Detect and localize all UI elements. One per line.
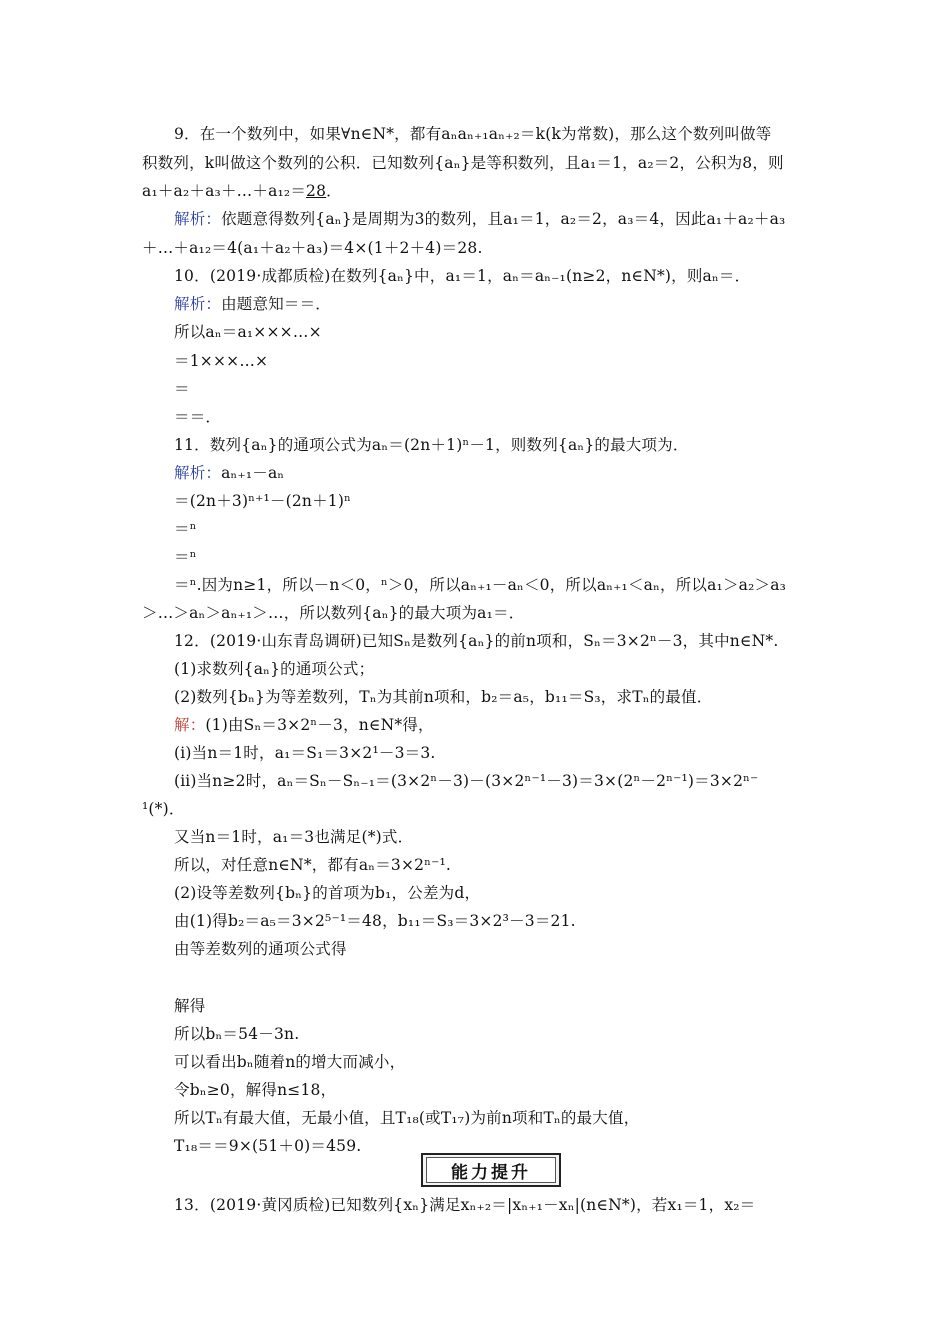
q12-solution-line-3: (ⅱ)当n≥2时，aₙ＝Sₙ－Sₙ₋₁＝(3×2ⁿ－3)－(3×2ⁿ⁻¹－3)＝3×(2ⁿ－2ⁿ⁻¹)＝3×2ⁿ⁻ [174, 772, 759, 790]
q10-solution-text: 由题意知＝＝． [221, 295, 332, 313]
q11-solution-text: aₙ₊₁－aₙ [221, 464, 285, 482]
q12-solution-line-11: 所以bₙ＝54－3n. [174, 1025, 300, 1043]
q12-solution-line-8: 由(1)得b₂＝a₅＝3×2⁵⁻¹＝48，b₁₁＝S₃＝3×2³－3＝21. [174, 912, 576, 930]
q12-solution-line-9: 由等差数列的通项公式得 [174, 940, 347, 958]
solution-label: 解析： [174, 210, 222, 228]
section-banner [421, 1153, 561, 1187]
q10-solution-line-5: ＝＝． [174, 408, 222, 426]
q13-line-1: 13．(2019·黄冈质检)已知数列{xₙ}满足xₙ₊₂＝|xₙ₊₁－xₙ|(n∈N*)，若x₁＝1，x₂＝ [174, 1196, 756, 1214]
q9-line-2: 积数列，k叫做这个数列的公积．已知数列{aₙ}是等积数列，且a₁＝1，a₂＝2，公积为8，则 [142, 154, 784, 172]
q9-answer: 28 [306, 182, 327, 200]
q11-solution-line-4: ＝ⁿ [174, 548, 197, 566]
q10-solution-line-2: 所以aₙ＝a₁×××…× [174, 323, 322, 341]
q11-solution-line-3: ＝ⁿ [174, 520, 197, 538]
q11-line-1: 11．数列{aₙ}的通项公式为aₙ＝(2n＋1)ⁿ－1，则数列{aₙ}的最大项为． [174, 436, 689, 454]
q12-solution-line-7: (2)设等差数列{bₙ}的首项为b₁，公差为d， [174, 884, 481, 902]
q12-solution-line-13: 令bₙ≥0，解得n≤18， [174, 1081, 337, 1099]
q12-solution-text: (1)由Sₙ＝3×2ⁿ－3，n∈N*得， [205, 716, 434, 734]
q12-line-1: 12．(2019·山东青岛调研)已知Sₙ是数列{aₙ}的前n项和，Sₙ＝3×2ⁿ－3，其中n∈N*. [174, 632, 779, 650]
q11-solution-line-6: ＞…＞aₙ＞aₙ₊₁＞…，所以数列{aₙ}的最大项为a₁＝． [142, 604, 525, 622]
q10-solution-line-4: ＝ [174, 380, 190, 398]
q9-line-3-end: ． [326, 182, 342, 200]
q9-solution-line-2: ＋…＋a₁₂＝4(a₁＋a₂＋a₃)＝4×(1＋2＋4)＝28. [142, 239, 483, 257]
answer-label: 解： [174, 716, 206, 734]
q12-solution-line-14: 所以Tₙ有最大值，无最小值，且T₁₈(或T₁₇)为前n项和Tₙ的最大值， [174, 1109, 640, 1127]
q10-solution-line-3: ＝1×××…× [174, 352, 269, 370]
q11-solution-line-2: ＝(2n＋3)ⁿ⁺¹－(2n＋1)ⁿ [174, 492, 352, 510]
q12-solution-line-4: ¹(*)． [142, 800, 185, 818]
q9-solution-text: 依题意得数列{aₙ}是周期为3的数列，且a₁＝1，a₂＝2，a₃＝4，因此a₁＋a₂＋a₃ [221, 210, 786, 228]
solution-label: 解析： [174, 464, 222, 482]
q12-part-2: (2)数列{bₙ}为等差数列，Tₙ为其前n项和，b₂＝a₅，b₁₁＝S₃，求Tₙ的最值． [174, 688, 713, 706]
q11-solution-line-1 [174, 463, 284, 483]
q10-solution-line-1 [174, 294, 331, 314]
q11-solution-line-5: ＝ⁿ.因为n≥1，所以－n＜0，ⁿ＞0，所以aₙ₊₁－aₙ＜0，所以aₙ₊₁＜aₙ，所以a₁＞a₂＞a₃ [174, 576, 787, 594]
q12-solution-line-6: 所以，对任意n∈N*，都有aₙ＝3×2ⁿ⁻¹. [174, 856, 452, 874]
q12-solution-line-10: 解得 [174, 997, 206, 1015]
q9-line-3-text: a₁＋a₂＋a₃＋…＋a₁₂＝ [142, 182, 307, 200]
section-banner-title: 能力提升 [426, 1157, 556, 1183]
q10-line-1: 10．(2019·成都质检)在数列{aₙ}中，a₁＝1，aₙ＝aₙ₋₁(n≥2，n∈N*)，则aₙ＝． [174, 267, 751, 285]
q12-solution-line-5: 又当n＝1时，a₁＝3也满足(*)式． [174, 828, 414, 846]
q12-solution-line-12: 可以看出bₙ随着n的增大而减小， [174, 1053, 406, 1071]
q9-line-3 [142, 181, 342, 201]
q9-line-1: 9．在一个数列中，如果∀n∈N*，都有aₙaₙ₊₁aₙ₊₂＝k(k为常数)，那么这个数列叫做等 [174, 125, 772, 143]
solution-label: 解析： [174, 295, 222, 313]
q12-part-1: (1)求数列{aₙ}的通项公式； [174, 660, 375, 678]
q12-solution-line-1 [174, 715, 434, 735]
q9-solution-line-1 [174, 209, 785, 229]
q12-solution-line-2: (ⅰ)当n＝1时，a₁＝S₁＝3×2¹－3＝3. [174, 744, 436, 762]
q12-solution-line-15: T₁₈＝＝9×(51＋0)＝459. [174, 1137, 362, 1155]
